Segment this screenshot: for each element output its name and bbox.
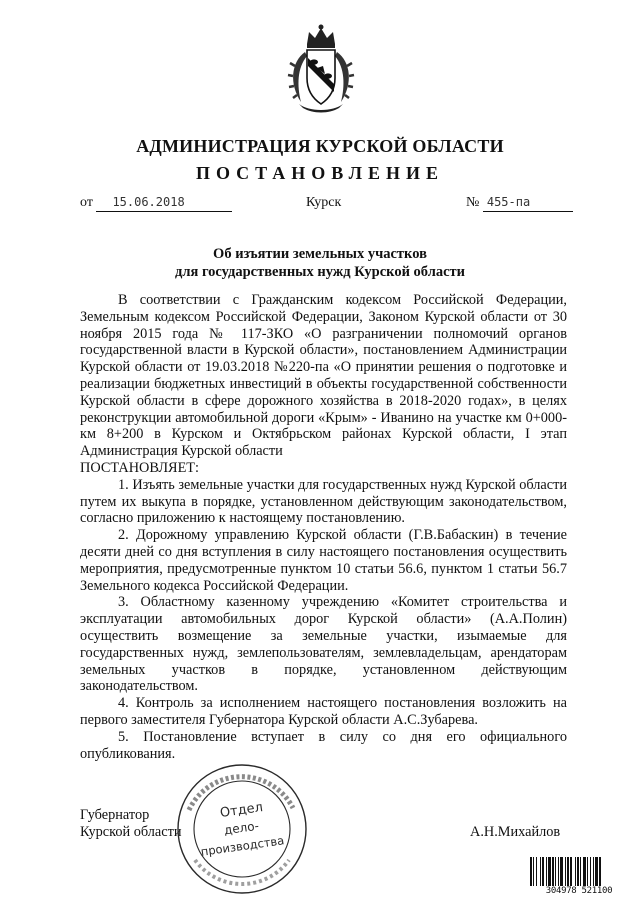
- subject-line-2: для государственных нужд Курской области: [175, 264, 465, 280]
- signatory-title-line-1: Губернатор: [80, 807, 150, 823]
- kursk-coat-of-arms-icon: [287, 22, 355, 114]
- clause-3: 3. Областному казенному учреждению «Комитет строительства и эксплуатации автомобильных дорог Курской области» (А.А.Полин) осуществить возмещение за земельные участки, изымаемые для государственных нужд, землепользователям, землевладельцам, арендаторам земельных участков в порядке, установленном действующим законодательством.: [80, 594, 567, 695]
- document-type: ПОСТАНОВЛЕНИЕ: [195, 163, 445, 183]
- stamp-line-2: дело-: [223, 818, 260, 838]
- signatory-title-line-2: Курской области: [80, 824, 182, 840]
- date-value: 15.06.2018: [112, 195, 185, 209]
- document-subject: [0, 245, 640, 281]
- signatory-name: А.Н.Михайлов: [470, 824, 561, 840]
- barcode-number: 304978 521100: [528, 886, 630, 896]
- date-field: [80, 195, 232, 212]
- document-body: [80, 292, 567, 762]
- resolves-heading: ПОСТАНОВЛЯЕТ:: [80, 459, 200, 476]
- subject-line-1: Об изъятии земельных участков: [213, 246, 427, 262]
- clause-4: 4. Контроль за исполнением настоящего постановления возложить на первого заместителя Губернатора Курской области А.С.Зубарева.: [80, 695, 567, 728]
- office-stamp-icon: [173, 760, 311, 898]
- stamp-line-3: производства: [199, 833, 286, 859]
- clause-1: 1. Изъять земельные участки для государственных нужд Курской области путем их выкупа в порядке, установленном действующим законодательством, согласно приложению к настоящему постановлению.: [80, 476, 567, 527]
- clause-5: 5. Постановление вступает в силу со дня его официального опубликования.: [80, 728, 567, 762]
- clause-2: 2. Дорожному управлению Курской области (Г.В.Бабаскин) в течение десяти дней со дня вступления в силу настоящего постановления осуществить мероприятия, предусмотренные пунктом 10 статьи 56.6, пунктом 1 статьи 56.7 Земельного кодекса Российской Федерации.: [80, 527, 567, 594]
- number-value: 455-па: [486, 195, 531, 209]
- date-prefix: от: [80, 195, 93, 210]
- number-prefix: №: [466, 195, 480, 210]
- signatory-title: [80, 807, 182, 841]
- preamble-paragraph: В соответствии с Гражданским кодексом Российской Федерации, Земельным кодексом Российской Федерации, Законом Курской области от 30 ноября 2015 года № 117-ЗКО «О разграничении полномочий органов государственной власти в Курской области», постановлением Администрации Курской области от 19.03.2018 №220-па «О принятии решения о подготовке и реализации бюджетных инвестиций в объекты государственной собственности Курской области в сфере дорожного хозяйства в 2018-2020 годах», в целях реконструкции автомобильной дороги «Крым» - Иванино на участке км 0+000-км 8+200 в Курском и Октябрьском районах Курской области, I этап Администрация Курской области: [80, 292, 567, 460]
- stamp-line-1: Отдел: [219, 800, 264, 821]
- organization-title: АДМИНИСТРАЦИЯ КУРСКОЙ ОБЛАСТИ: [136, 136, 504, 156]
- number-field: [466, 195, 573, 212]
- city: Курск: [306, 195, 342, 210]
